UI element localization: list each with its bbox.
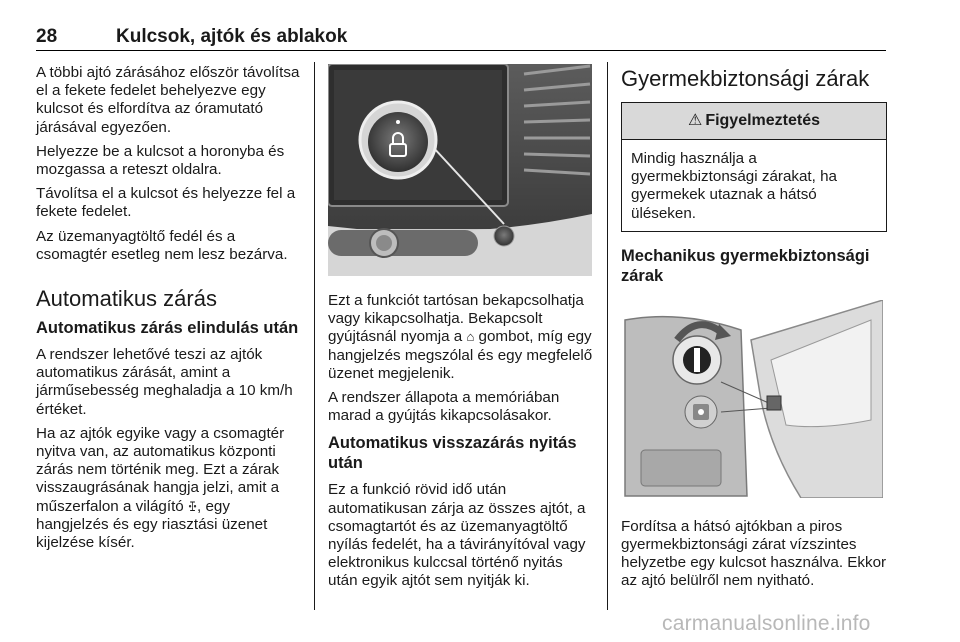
paragraph: Az üzemanyagtöltő fedél és a csomagtér esetleg nem lesz bezárva. — [36, 227, 288, 263]
warning-text: Mindig használja a gyermekbiztonsági zárakat, ha gyermekek utaznak a hátsó üléseken. — [631, 150, 837, 222]
column-middle — [328, 64, 593, 597]
paragraph — [328, 292, 593, 383]
subsection-heading-mechanical-child-locks: Mechanikus gyermekbiztonsági zárak — [621, 246, 870, 285]
watermark: carmanualsonline.info — [662, 612, 871, 635]
section-heading-child-locks: Gyermekbiztonsági zárak — [621, 66, 870, 91]
paragraph: Ez a funkció rövid idő után automatikusan zárja az összes ajtót, a csomagtartót és az üzemanyagtöltő nyílás fedelét, ha a távirányítóval vagy elektronikus kulccsal történő nyitás után egyik ajtót sem nyitják ki. — [328, 481, 586, 590]
warning-title: Figyelmeztetés — [705, 112, 821, 129]
column-right — [621, 64, 887, 597]
rear-door-child-lock-illustration — [621, 300, 883, 498]
section-heading-automatic-locking: Automatikus zárás — [36, 286, 217, 312]
warning-triangle-icon: ⚠ — [687, 112, 703, 129]
paragraph: Fordítsa a hátsó ajtókban a piros gyermekbiztonsági zárat vízszintes helyzetbe egy kulcsot használva. Ekkor az ajtó belülről nem nyitható. — [621, 517, 887, 590]
paragraph: Távolítsa el a kulcsot és helyezze fel a fekete fedelet. — [36, 185, 296, 221]
column-left — [36, 64, 301, 558]
chapter-title: Kulcsok, ajtók és ablakok — [116, 26, 348, 47]
warning-header — [622, 103, 886, 140]
subsection-heading-auto-relock: Automatikus visszazárás nyitás után — [328, 434, 577, 473]
warning-box — [621, 102, 887, 232]
paragraph: A rendszer állapota a memóriában marad a gyújtás kikapcsolásakor. — [328, 389, 560, 425]
central-lock-button-illustration — [328, 64, 592, 276]
paragraph: Helyezze be a kulcsot a horonyba és mozgassa a reteszt oldalra. — [36, 142, 285, 179]
paragraph-text: Ezt a funkciót tartósan bekapcsolhatja vagy kikapcsolhatja. Bekapcsolt gyújtásnál nyomja a — [328, 292, 584, 346]
subsection-heading-lock-after-start: Automatikus zárás elindulás után — [36, 319, 299, 338]
column-divider — [314, 62, 315, 610]
paragraph-text: , egy hangjelzés és egy riasztási üzenet kijelzése kísér. — [36, 497, 268, 552]
paragraph-text: gombot, míg egy hangjelzés megszólal és egy megfelelő üzenet megjelenik. — [328, 328, 593, 382]
warning-body — [622, 140, 886, 231]
paragraph-text: Ha az ajtók egyike vagy a csomagtér nyitva van, az automatikus központi zárás nem történik meg. Ezt a zárak visszaugrásának hangja jelzi, amit a műszerfalon a világító — [36, 424, 285, 515]
paragraph: A többi ajtó zárásához először távolítsa el a fekete fedelet behelyezve egy kulcsot és elfordítva az óramutató járásával egyezően. — [36, 64, 300, 136]
column-divider — [607, 62, 608, 610]
page-number: 28 — [36, 26, 58, 47]
lock-indicator-icon: ꔀ — [187, 498, 198, 514]
page-header — [36, 22, 886, 51]
paragraph: A rendszer lehetővé teszi az ajtók automatikus zárását, amint a járműsebesség meghaladja a 10 km/h értéket. — [36, 346, 293, 418]
paragraph — [36, 425, 301, 552]
central-lock-icon: ⌂ — [466, 329, 475, 345]
